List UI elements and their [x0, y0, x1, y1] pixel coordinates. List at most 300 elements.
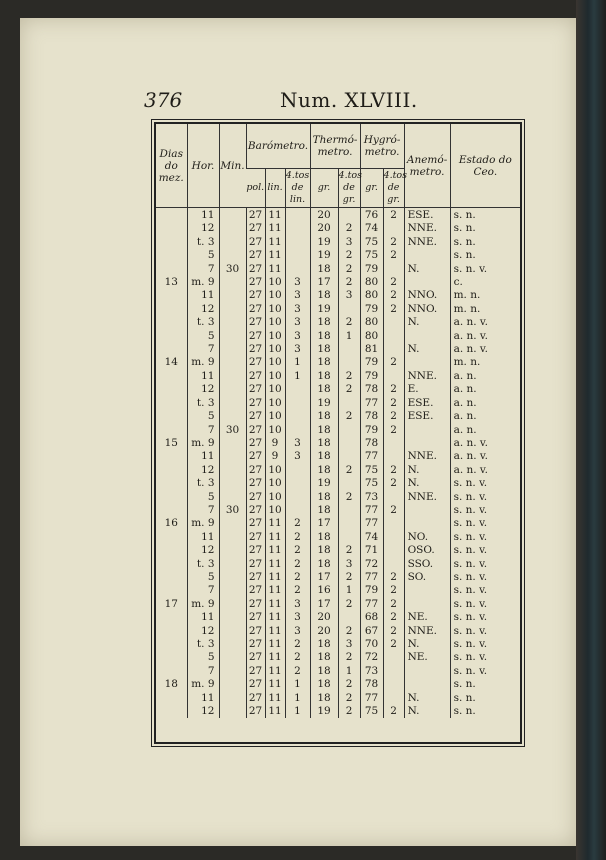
cell-baro-quartos: [285, 383, 310, 396]
cell-dias: [156, 571, 187, 584]
cell-hygro-gr: 73: [360, 665, 383, 678]
cell-hor: t. 3: [187, 477, 219, 490]
cell-wind: SO.: [404, 571, 450, 584]
cell-hygro-gr: 75: [360, 464, 383, 477]
cell-baro-quartos: [285, 249, 310, 262]
cell-min: [219, 625, 246, 638]
cell-hygro-gr: 77: [360, 517, 383, 530]
table-row: [156, 424, 520, 437]
cell-sky: s. n. v.: [450, 598, 520, 611]
cell-dias: [156, 236, 187, 249]
cell-hor: t. 3: [187, 236, 219, 249]
cell-lin: 11: [265, 544, 285, 557]
table-row: [156, 410, 520, 423]
cell-pol: 27: [246, 276, 265, 289]
cell-thermo-quartos: 1: [338, 584, 360, 597]
cell-dias: [156, 544, 187, 557]
table-row: [156, 450, 520, 463]
table-row: [156, 236, 520, 249]
cell-wind: N.: [404, 638, 450, 651]
cell-wind: ESE.: [404, 208, 450, 223]
table-row: [156, 544, 520, 557]
cell-pol: 27: [246, 678, 265, 691]
cell-pol: 27: [246, 303, 265, 316]
cell-hygro-quartos: [383, 491, 404, 504]
cell-pol: 27: [246, 665, 265, 678]
cell-lin: 10: [265, 383, 285, 396]
cell-hygro-gr: 79: [360, 584, 383, 597]
cell-min: [219, 651, 246, 664]
cell-sky: a. n. v.: [450, 343, 520, 356]
cell-hygro-gr: 78: [360, 437, 383, 450]
cell-wind: NNO.: [404, 289, 450, 302]
cell-thermo-quartos: 2: [338, 464, 360, 477]
table-row: [156, 437, 520, 450]
cell-baro-quartos: 3: [285, 289, 310, 302]
cell-hygro-quartos: 2: [383, 625, 404, 638]
cell-hor: 11: [187, 531, 219, 544]
cell-hygro-quartos: 2: [383, 208, 404, 223]
cell-pol: 27: [246, 611, 265, 624]
cell-hygro-quartos: 2: [383, 464, 404, 477]
cell-hygro-quartos: 2: [383, 504, 404, 517]
cell-thermo-quartos: [338, 477, 360, 490]
cell-lin: 10: [265, 343, 285, 356]
cell-hor: 5: [187, 651, 219, 664]
cell-baro-quartos: 2: [285, 558, 310, 571]
cell-min: 30: [219, 263, 246, 276]
cell-sky: a. n.: [450, 410, 520, 423]
cell-wind: N.: [404, 705, 450, 718]
cell-min: [219, 276, 246, 289]
cell-min: [219, 343, 246, 356]
cell-baro-quartos: [285, 504, 310, 517]
header-thermo-quartos: 4.tos de gr.: [338, 169, 360, 208]
cell-baro-quartos: 1: [285, 370, 310, 383]
table-row: [156, 638, 520, 651]
cell-min: [219, 370, 246, 383]
cell-thermo-gr: 18: [310, 356, 338, 369]
cell-hygro-quartos: 2: [383, 276, 404, 289]
cell-thermo-quartos: 2: [338, 383, 360, 396]
cell-lin: 10: [265, 491, 285, 504]
cell-sky: s. n.: [450, 208, 520, 223]
cell-baro-quartos: 2: [285, 544, 310, 557]
cell-hygro-quartos: 2: [383, 584, 404, 597]
cell-pol: 27: [246, 517, 265, 530]
cell-thermo-gr: 18: [310, 316, 338, 329]
cell-thermo-quartos: 2: [338, 263, 360, 276]
cell-hor: 12: [187, 303, 219, 316]
cell-hygro-quartos: 2: [383, 289, 404, 302]
cell-dias: [156, 692, 187, 705]
cell-hygro-quartos: 2: [383, 424, 404, 437]
cell-lin: 10: [265, 316, 285, 329]
cell-lin: 11: [265, 531, 285, 544]
cell-lin: 11: [265, 678, 285, 691]
cell-pol: 27: [246, 424, 265, 437]
cell-sky: s. n.: [450, 236, 520, 249]
cell-baro-quartos: 3: [285, 316, 310, 329]
cell-lin: 11: [265, 625, 285, 638]
cell-dias: [156, 424, 187, 437]
cell-lin: 10: [265, 410, 285, 423]
cell-wind: [404, 665, 450, 678]
cell-baro-quartos: 3: [285, 330, 310, 343]
cell-min: [219, 222, 246, 235]
cell-hygro-quartos: [383, 222, 404, 235]
weather-observations-table: [154, 122, 522, 744]
cell-thermo-quartos: 2: [338, 222, 360, 235]
table-row: [156, 316, 520, 329]
cell-thermo-gr: 16: [310, 584, 338, 597]
cell-baro-quartos: 1: [285, 692, 310, 705]
cell-hygro-quartos: 2: [383, 638, 404, 651]
cell-min: [219, 491, 246, 504]
cell-lin: 11: [265, 598, 285, 611]
cell-thermo-gr: 18: [310, 531, 338, 544]
cell-wind: [404, 356, 450, 369]
cell-lin: 11: [265, 558, 285, 571]
cell-min: 30: [219, 424, 246, 437]
cell-thermo-gr: 20: [310, 208, 338, 223]
table-row: [156, 531, 520, 544]
cell-lin: 11: [265, 222, 285, 235]
cell-hygro-gr: 67: [360, 625, 383, 638]
cell-hygro-quartos: [383, 450, 404, 463]
cell-baro-quartos: 2: [285, 665, 310, 678]
table-row: [156, 571, 520, 584]
cell-pol: 27: [246, 504, 265, 517]
cell-sky: a. n. v.: [450, 316, 520, 329]
cell-dias: [156, 611, 187, 624]
table-row: [156, 504, 520, 517]
cell-thermo-quartos: 2: [338, 651, 360, 664]
cell-baro-quartos: 3: [285, 598, 310, 611]
table-row: [156, 383, 520, 396]
cell-dias: 14: [164, 356, 178, 369]
header-hor: Hor.: [187, 124, 219, 208]
table-header: [156, 124, 520, 208]
cell-min: [219, 665, 246, 678]
cell-dias: 17: [164, 597, 178, 610]
cell-lin: 10: [265, 464, 285, 477]
cell-hygro-quartos: [383, 678, 404, 691]
cell-baro-quartos: 3: [285, 303, 310, 316]
cell-hygro-gr: 80: [360, 276, 383, 289]
cell-wind: N.: [404, 464, 450, 477]
cell-pol: 27: [246, 531, 265, 544]
cell-hor: 7: [187, 263, 219, 276]
cell-sky: a. n. v.: [450, 437, 520, 450]
cell-sky: c.: [450, 276, 520, 289]
cell-thermo-quartos: [338, 208, 360, 223]
cell-thermo-quartos: 2: [338, 678, 360, 691]
cell-hor: 5: [187, 491, 219, 504]
cell-sky: a. n.: [450, 370, 520, 383]
cell-hor: 7: [187, 424, 219, 437]
cell-pol: 27: [246, 343, 265, 356]
cell-baro-quartos: 3: [285, 276, 310, 289]
header-hygro-gr: gr.: [360, 169, 383, 208]
cell-hor: 12: [187, 464, 219, 477]
cell-baro-quartos: [285, 263, 310, 276]
table-row: [156, 584, 520, 597]
cell-hygro-gr: 77: [360, 397, 383, 410]
cell-thermo-gr: 19: [310, 249, 338, 262]
cell-wind: NO.: [404, 531, 450, 544]
cell-hor: t. 3: [187, 397, 219, 410]
cell-sky: s. n. v.: [450, 491, 520, 504]
cell-baro-quartos: 2: [285, 651, 310, 664]
cell-thermo-quartos: [338, 343, 360, 356]
table-row: [156, 678, 520, 691]
cell-sky: s. n. v.: [450, 477, 520, 490]
table-row: [156, 303, 520, 316]
cell-thermo-quartos: [338, 356, 360, 369]
cell-hygro-quartos: 2: [383, 249, 404, 262]
cell-min: [219, 678, 246, 691]
header-min: Min.: [219, 124, 246, 208]
cell-min: [219, 330, 246, 343]
cell-thermo-quartos: 2: [338, 316, 360, 329]
cell-lin: 10: [265, 303, 285, 316]
book-spine: [576, 0, 606, 860]
cell-thermo-quartos: 2: [338, 692, 360, 705]
cell-wind: NNO.: [404, 303, 450, 316]
cell-thermo-gr: 18: [310, 410, 338, 423]
cell-thermo-gr: 18: [310, 638, 338, 651]
cell-pol: 27: [246, 598, 265, 611]
cell-thermo-gr: 18: [310, 343, 338, 356]
header-estado: Estado do Ceo.: [450, 124, 520, 208]
cell-min: [219, 249, 246, 262]
header-barometro: Barómetro.: [246, 124, 310, 169]
cell-hor: 7: [187, 504, 219, 517]
cell-min: [219, 611, 246, 624]
cell-hygro-gr: 79: [360, 424, 383, 437]
cell-lin: 11: [265, 651, 285, 664]
cell-hygro-quartos: [383, 263, 404, 276]
cell-hor: 7: [187, 584, 219, 597]
cell-min: [219, 517, 246, 530]
cell-baro-quartos: [285, 491, 310, 504]
cell-thermo-quartos: 2: [338, 544, 360, 557]
cell-wind: NNE.: [404, 370, 450, 383]
header-pol: pol.: [246, 169, 265, 208]
table-row: [156, 517, 520, 530]
cell-lin: 11: [265, 611, 285, 624]
cell-pol: 27: [246, 544, 265, 557]
cell-dias: [156, 491, 187, 504]
cell-thermo-gr: 19: [310, 705, 338, 718]
cell-pol: 27: [246, 370, 265, 383]
cell-min: [219, 692, 246, 705]
cell-hygro-gr: 80: [360, 316, 383, 329]
table-row: [156, 397, 520, 410]
header-dias: Dias do mez.: [156, 124, 187, 208]
cell-pol: 27: [246, 450, 265, 463]
cell-lin: 11: [265, 208, 285, 223]
cell-lin: 10: [265, 504, 285, 517]
cell-min: [219, 303, 246, 316]
cell-thermo-quartos: [338, 531, 360, 544]
cell-min: [219, 437, 246, 450]
table-row: [156, 330, 520, 343]
cell-thermo-gr: 17: [310, 598, 338, 611]
cell-pol: 27: [246, 705, 265, 718]
cell-baro-quartos: [285, 477, 310, 490]
cell-baro-quartos: [285, 208, 310, 223]
cell-sky: m. n.: [450, 303, 520, 316]
cell-thermo-gr: 18: [310, 544, 338, 557]
cell-sky: s. n.: [450, 678, 520, 691]
cell-min: [219, 571, 246, 584]
cell-hygro-quartos: 2: [383, 611, 404, 624]
cell-wind: [404, 517, 450, 530]
cell-thermo-quartos: [338, 611, 360, 624]
cell-thermo-quartos: 2: [338, 705, 360, 718]
cell-hor: m. 9: [187, 437, 219, 450]
cell-hygro-gr: 80: [360, 289, 383, 302]
cell-dias: [156, 558, 187, 571]
cell-dias: 18: [164, 678, 178, 691]
cell-wind: [404, 249, 450, 262]
cell-hor: 12: [187, 544, 219, 557]
cell-dias: [156, 531, 187, 544]
cell-sky: a. n.: [450, 424, 520, 437]
cell-lin: 10: [265, 370, 285, 383]
cell-thermo-gr: 18: [310, 558, 338, 571]
cell-thermo-quartos: [338, 437, 360, 450]
table-row: [156, 705, 520, 718]
cell-thermo-quartos: 2: [338, 625, 360, 638]
cell-hygro-gr: 79: [360, 356, 383, 369]
cell-min: [219, 464, 246, 477]
cell-baro-quartos: 3: [285, 625, 310, 638]
cell-hor: 12: [187, 705, 219, 718]
cell-min: [219, 397, 246, 410]
cell-sky: m. n.: [450, 356, 520, 369]
cell-wind: OSO.: [404, 544, 450, 557]
cell-dias: [156, 208, 187, 223]
cell-hor: 12: [187, 222, 219, 235]
cell-wind: [404, 678, 450, 691]
cell-thermo-gr: 17: [310, 571, 338, 584]
cell-dias: 15: [164, 436, 178, 449]
cell-hor: 11: [187, 370, 219, 383]
header-hygrometro: Hygró- metro.: [360, 124, 404, 169]
cell-sky: s. n. v.: [450, 638, 520, 651]
cell-thermo-gr: 18: [310, 651, 338, 664]
cell-thermo-gr: 19: [310, 477, 338, 490]
cell-hygro-quartos: [383, 692, 404, 705]
cell-wind: ESE.: [404, 397, 450, 410]
cell-hor: 5: [187, 410, 219, 423]
cell-pol: 27: [246, 584, 265, 597]
cell-hor: m. 9: [187, 276, 219, 289]
cell-thermo-quartos: 2: [338, 276, 360, 289]
cell-hygro-quartos: [383, 531, 404, 544]
cell-wind: E.: [404, 383, 450, 396]
cell-pol: 27: [246, 249, 265, 262]
cell-pol: 27: [246, 571, 265, 584]
cell-wind: SSO.: [404, 558, 450, 571]
table-row: [156, 598, 520, 611]
cell-hygro-quartos: [383, 330, 404, 343]
cell-min: [219, 598, 246, 611]
cell-hor: 12: [187, 625, 219, 638]
cell-baro-quartos: 3: [285, 450, 310, 463]
cell-pol: 27: [246, 558, 265, 571]
cell-dias: [156, 370, 187, 383]
cell-thermo-gr: 19: [310, 236, 338, 249]
cell-wind: N.: [404, 343, 450, 356]
cell-sky: s. n. v.: [450, 571, 520, 584]
header-thermometro: Thermó- metro.: [310, 124, 360, 169]
table-row: [156, 477, 520, 490]
cell-thermo-gr: 18: [310, 464, 338, 477]
cell-dias: [156, 477, 187, 490]
cell-hygro-gr: 74: [360, 222, 383, 235]
cell-sky: s. n.: [450, 222, 520, 235]
cell-wind: [404, 598, 450, 611]
cell-thermo-gr: 18: [310, 370, 338, 383]
cell-wind: [404, 584, 450, 597]
cell-dias: [156, 249, 187, 262]
cell-dias: [156, 584, 187, 597]
cell-thermo-gr: 19: [310, 397, 338, 410]
cell-hygro-gr: 72: [360, 558, 383, 571]
cell-hor: 5: [187, 249, 219, 262]
cell-hor: t. 3: [187, 558, 219, 571]
cell-hygro-quartos: 2: [383, 410, 404, 423]
cell-lin: 11: [265, 584, 285, 597]
cell-lin: 10: [265, 289, 285, 302]
cell-sky: a. n. v.: [450, 464, 520, 477]
cell-pol: 27: [246, 289, 265, 302]
cell-dias: [156, 410, 187, 423]
cell-thermo-gr: 18: [310, 289, 338, 302]
cell-min: [219, 705, 246, 718]
cell-hygro-gr: 75: [360, 705, 383, 718]
cell-baro-quartos: 2: [285, 571, 310, 584]
cell-wind: [404, 276, 450, 289]
cell-baro-quartos: [285, 222, 310, 235]
cell-hor: 7: [187, 343, 219, 356]
cell-thermo-gr: 20: [310, 611, 338, 624]
cell-hygro-quartos: [383, 665, 404, 678]
cell-thermo-gr: 18: [310, 678, 338, 691]
cell-thermo-quartos: [338, 504, 360, 517]
cell-hygro-gr: 78: [360, 383, 383, 396]
cell-hor: 12: [187, 383, 219, 396]
cell-thermo-quartos: 2: [338, 370, 360, 383]
cell-wind: NNE.: [404, 236, 450, 249]
cell-baro-quartos: 2: [285, 638, 310, 651]
cell-hygro-gr: 77: [360, 692, 383, 705]
cell-lin: 11: [265, 263, 285, 276]
cell-pol: 27: [246, 383, 265, 396]
cell-wind: NNE.: [404, 450, 450, 463]
table-row: [156, 249, 520, 262]
cell-thermo-gr: 18: [310, 330, 338, 343]
cell-hor: 7: [187, 665, 219, 678]
cell-dias: [156, 705, 187, 718]
cell-dias: [156, 665, 187, 678]
cell-thermo-quartos: 3: [338, 638, 360, 651]
cell-thermo-quartos: 3: [338, 558, 360, 571]
